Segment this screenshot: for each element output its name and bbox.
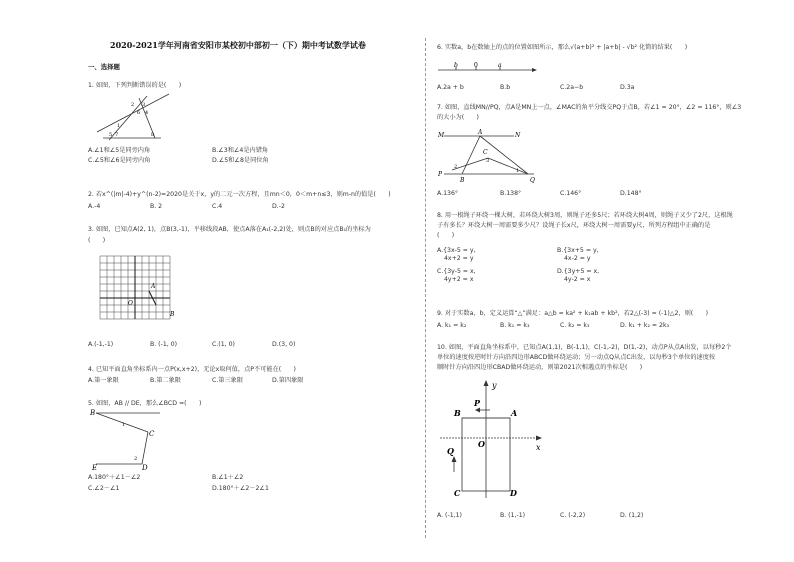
q3-option-c: C.(1, 0)	[212, 341, 235, 348]
q5-figure	[90, 408, 170, 472]
q5-label-b: B	[90, 409, 96, 417]
q3-label-o: O	[128, 300, 133, 307]
q1-stem: 1. 如图，下列判断错误的是( )	[88, 82, 182, 89]
q6-option-b: B.b	[500, 84, 511, 91]
q7-label-p: P	[438, 171, 443, 178]
q8-option-a-line1: A.{3x-5 = y,	[437, 247, 476, 254]
q5-label-c: C	[149, 430, 155, 438]
q1-figure	[95, 92, 175, 144]
q4-option-d: D.第四象限	[272, 377, 304, 384]
q7-label-c: C	[483, 149, 488, 156]
section-heading: 一、选择题	[88, 63, 120, 71]
q10-figure	[440, 380, 550, 500]
q10-stem-cont2: 顺时针方向沿四边形CBAD做环绕运动，则第2021次相遇点的坐标是( )	[437, 364, 643, 371]
q10-label-c: C	[454, 488, 461, 498]
q6-axis-0: 0	[474, 62, 478, 69]
q10-axis-x: x	[536, 443, 541, 452]
q4-option-c: C.第三象限	[212, 377, 244, 384]
q9-option-a: A. k₁ = k₂	[437, 322, 467, 329]
q1-label-7: 7	[115, 132, 119, 138]
q3-stem-cont: ( )	[88, 237, 106, 244]
q3-stem: 3. 如图，已知点A(2, 1)，点B(3,-1)，平移线段AB，使点A落在A₁(-2,2)处，则点B的对应点B₁的坐标为	[88, 226, 371, 233]
q5-option-c: C.∠2－∠1	[88, 485, 120, 492]
q7-label-q: Q	[530, 177, 535, 184]
q5-label-1: 1	[122, 422, 126, 428]
q3-grid-figure	[100, 256, 180, 326]
q3-option-d: D.(3, 0)	[272, 341, 296, 348]
q6-option-d: D.3a	[620, 84, 635, 91]
q7-option-d: D.148°	[620, 190, 642, 197]
q1-label-2: 2	[131, 102, 135, 108]
q5-option-b: B.∠1＋∠2	[212, 474, 244, 481]
q9-option-b: B. k₁ = k₃	[500, 322, 530, 329]
q10-label-o: O	[478, 439, 485, 449]
q8-option-d-line2: 4y-2 = x	[564, 276, 591, 283]
q7-label-b: B	[460, 177, 465, 184]
q10-label-q: Q	[447, 446, 454, 456]
q8-option-d-line1: D.{3y+5 = x,	[557, 268, 600, 275]
q4-stem: 4. 已知平面直角坐标系内一点P(x,x+2)，无论x取何值，点P不可能在( )	[88, 366, 296, 373]
q9-stem: 9. 对于实数a，b，定义运算“△”满足：a△b = ka² + k₁ab + kb²，若2△(-3) = (-1)△2，则( )	[437, 310, 709, 317]
q3-label-a: A	[151, 283, 156, 290]
q7-label-m: M	[438, 132, 445, 139]
q1-option-d: D.∠5和∠8是同位角	[212, 157, 269, 164]
q8-option-b-line2: 4x-2 = y	[564, 255, 591, 262]
q10-option-d: D. (1,2)	[620, 512, 644, 519]
q7-option-a: A.136°	[437, 190, 458, 197]
q10-stem: 10. 如图，平面直角坐标系中，已知点A(1,1)，B(-1,1)，C(-1,-2)，D(1,-2)，动点P从点A出发，以每秒2个	[437, 344, 732, 351]
q1-option-c: C.∠5和∠6是同旁内角	[88, 157, 151, 164]
q5-option-a: A.180°＋∠1－∠2	[88, 474, 141, 481]
q5-label-e: E	[92, 464, 98, 472]
q10-option-b: B. (1,-1)	[500, 512, 526, 519]
q6-axis-b: b	[454, 62, 458, 69]
q6-number-line	[438, 60, 538, 80]
q1-option-a: A.∠1和∠5是同旁内角	[88, 147, 151, 154]
q5-label-2: 2	[134, 456, 138, 462]
q2-option-c: C.4	[212, 203, 223, 210]
page-title: 2020-2021学年河南省安阳市某校初中部初一（下）期中考试数学试卷	[110, 40, 366, 50]
q8-stem-cont2: ( )	[437, 232, 455, 239]
q9-option-d: D. k₁ + k₂ = 2k₃	[620, 322, 670, 329]
q7-stem-cont: 的大小为( )	[437, 114, 479, 121]
q8-stem: 8. 用一根绳子环绕一棵大树，若环绕大树3周，则绳子还多5尺；若环绕大树4周，则绳子又少了2尺，这根绳	[437, 212, 733, 219]
q10-label-b: B	[454, 408, 461, 418]
q7-label-2: 2	[454, 164, 458, 170]
q4-option-b: B.第二象限	[150, 377, 181, 384]
q2-option-b: B. 2	[150, 203, 163, 210]
q2-option-a: A.-4	[88, 203, 101, 210]
q10-option-a: A. (-1,1)	[437, 512, 462, 519]
q1-label-3: 3	[142, 102, 146, 108]
q10-label-d: D	[510, 488, 517, 498]
q10-label-a: A	[511, 408, 518, 418]
q8-option-c-line1: C.{3y-5 = x,	[437, 268, 476, 275]
q3-option-b: B. (-1, 0)	[150, 341, 178, 348]
q1-label-6: 6	[137, 110, 141, 116]
q10-label-p: P	[474, 398, 481, 408]
q2-stem: 2. 若x^(|m|-4)+y^(n-2)=2020是关于x，y的二元一次方程，且mn＜0，0＜m+n≤3，则m-n的值是( )	[88, 191, 391, 198]
q8-stem-cont: 子有多长？环绕大树一周需要多少尺？设绳子长x尺，环绕大树一周需要y尺，所列方程组中正确的是	[437, 222, 711, 229]
q3-label-b: B	[170, 311, 175, 318]
q6-axis-a: a	[498, 62, 502, 69]
q5-label-d: D	[142, 464, 148, 472]
q10-axis-y: y	[492, 381, 497, 390]
q8-option-b-line1: B.{3x+5 = y,	[557, 247, 599, 254]
q5-option-d: D.180°＋∠2－2∠1	[212, 485, 269, 492]
q7-label-a: A	[478, 129, 483, 136]
q1-option-b: B.∠3和∠4是内错角	[212, 147, 269, 154]
q10-option-c: C. (-2,2)	[560, 512, 586, 519]
q6-option-a: A.2a + b	[437, 84, 464, 91]
q7-label-n: N	[515, 132, 521, 139]
q1-label-5: 5	[109, 132, 113, 138]
q7-label-3: 3	[486, 158, 490, 164]
q3-option-a: A.(-1,-1)	[88, 341, 114, 348]
q9-option-c: C. k₂ = k₃	[560, 322, 590, 329]
q4-option-a: A.第一象限	[88, 377, 119, 384]
q7-label-1: 1	[516, 168, 520, 174]
q6-stem: 6. 实数a，b在数轴上的点的位置如图所示，那么√(a+b)² + |a+b| - √b² 化简的结果( )	[437, 44, 688, 51]
column-divider	[425, 38, 426, 538]
q1-label-4: 4	[145, 110, 149, 116]
q7-figure	[438, 128, 538, 184]
q7-stem: 7. 如图，直线MN//PQ，点A是MN上一点，∠MAC的角平分线交PQ于点B，若∠1 = 20°，∠2 = 116°，则∠3	[437, 104, 742, 111]
q10-stem-cont: 单位的速度按逆时针方向沿四边形ABCD做环绕运动；另一动点Q从点C出发，以每秒3个单位的速度按	[437, 354, 716, 361]
q8-option-a-line2: 4x+2 = y	[444, 255, 474, 262]
q6-option-c: C.2a−b	[560, 84, 584, 91]
q7-option-b: B.138°	[500, 190, 522, 197]
q8-option-c-line2: 4y+2 = x	[444, 276, 474, 283]
q5-stem: 5. 如图，AB // DE，那么∠BCD =( )	[88, 400, 202, 407]
q7-option-c: C.146°	[560, 190, 582, 197]
q1-label-8: 8	[151, 132, 155, 138]
q2-option-d: D.-2	[272, 203, 285, 210]
q1-label-1: 1	[117, 123, 121, 129]
